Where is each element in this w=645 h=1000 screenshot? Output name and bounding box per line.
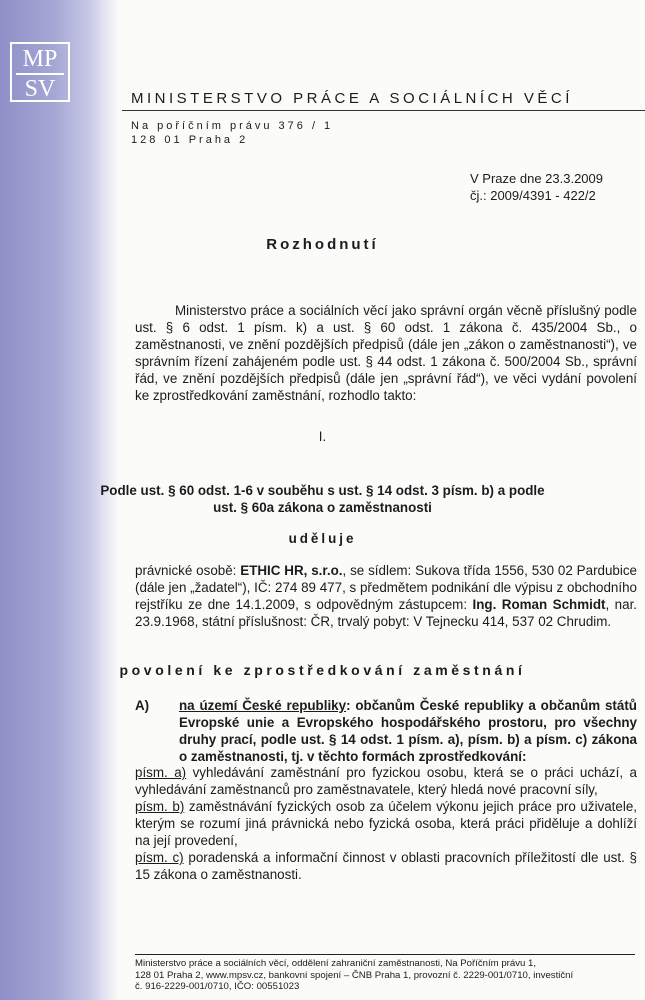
- footer-line2: 128 01 Praha 2, www.mpsv.cz, bankovní spojení – ČNB Praha 1, provozní č. 2229-001/0710, investiční: [135, 969, 574, 981]
- list-item: [135, 764, 637, 798]
- section-a-territory: na území České republiky: [179, 698, 347, 713]
- footer-rule: [135, 954, 635, 955]
- footer-line3: č. 916-2229-001/0710, IČO: 00551023: [135, 981, 300, 992]
- ministry-address: [131, 119, 333, 147]
- legal-basis: [0, 482, 645, 516]
- logo-text-top: MP: [22, 46, 58, 72]
- section-a-text: : občanům České republiky a občanům států Evropské unie a Evropského hospodářského prostoru, pro všechny druhy prací, podle ust. § 14 odst. 1 písm. a), písm. b) a písm. c) zákona o zaměstnanosti, tj. v těchto formách zprostředkování:: [179, 698, 637, 764]
- grants-heading: uděluje: [288, 531, 357, 546]
- legal-basis-line2: ust. § 60a zákona o zaměstnanosti: [213, 500, 432, 515]
- intro-first: Ministerstvo práce a sociálních věcí jako správní orgán věcně příslušný: [175, 303, 601, 318]
- item-text: zaměstnávání fyzických osob za účelem výkonu jejich práce pro uživatele, kterým se rozumí jiná právnická nebo fyzická osoba, která práci přiděluje a dohlíží na její provedení,: [135, 799, 637, 848]
- entity-company: ETHIC HR, s.r.o.: [240, 563, 343, 578]
- item-label: písm. b): [135, 799, 185, 814]
- address-city: 128 01 Praha 2: [131, 134, 249, 146]
- section-a: [135, 697, 637, 765]
- footer: [135, 958, 635, 993]
- address-street: Na poříčním právu 376 / 1: [131, 120, 334, 132]
- list-item: [135, 849, 637, 883]
- reference-number: čj.: 2009/4391 - 422/2: [470, 188, 596, 203]
- entity-mid: , se sídlem: Sukova třída 1556, 530 02 Pardubice (dále jen „žadatel“), IČ: 274 89 477, s předmětem podnikání dle výpisu z obchodního rejstříku ze dne 14.1.2009, s odpovědným zástupcem:: [135, 563, 637, 612]
- entity-paragraph: [135, 562, 637, 630]
- place-date: V Praze dne 23.3.2009: [470, 171, 603, 186]
- intro-rest: podle ust. § 6 odst. 1 písm. k) a ust. § 60 odst. 1 zákona č. 435/2004 Sb., o zaměstnanosti, ve znění pozdějších předpisů (dále jen „zákon o zaměstnanosti“), ve správním řízení zahájeném podle ust. § 44 odst. 1 zákona č. 500/2004 Sb., správní řád, ve znění pozdějších předpisů (dále jen „správní řád“), ve věci vydání povolení ke zprostředkování zaměstnání, rozhodlo takto:: [135, 303, 637, 403]
- ministry-name: MINISTERSTVO PRÁCE A SOCIÁLNÍCH VĚCÍ: [131, 90, 573, 107]
- document-title: Rozhodnutí: [266, 236, 379, 253]
- mpsv-logo: [10, 42, 70, 102]
- item-label: písm. a): [135, 765, 187, 780]
- item-label: písm. c): [135, 850, 184, 865]
- section-a-label: A): [135, 698, 150, 713]
- mediation-forms-list: [135, 764, 637, 883]
- section-a-body: [179, 697, 637, 765]
- footer-line1: Ministerstvo práce a sociálních věcí, oddělení zahraniční zaměstnanosti, Na Poříčním právu 1,: [135, 958, 536, 969]
- item-text: vyhledávání zaměstnání pro fyzickou osobu, která se o práci uchází, a vyhledávání zaměstnanců pro zaměstnavatele, který hledá nové pracovní síly,: [135, 765, 637, 797]
- intro-paragraph: [135, 302, 637, 404]
- permit-title: povolení ke zprostředkování zaměstnání: [119, 662, 526, 678]
- header-rule: [122, 110, 645, 111]
- entity-suffix: , nar. 23.9.1968, státní příslušnost: ČR, trvalý pobyt: V Tejnecku 414, 537 02 Chrudim.: [135, 597, 638, 629]
- logo-text-bottom: SV: [24, 76, 56, 102]
- legal-basis-line1: Podle ust. § 60 odst. 1-6 v souběhu s ust. § 14 odst. 3 písm. b) a podle: [100, 483, 545, 498]
- entity-prefix: právnické osobě:: [135, 563, 241, 578]
- list-item: [135, 798, 637, 849]
- entity-person: Ing. Roman Schmidt: [472, 597, 606, 612]
- item-text: poradenská a informační činnost v oblasti pracovních příležitostí dle ust. § 15 zákona o zaměstnanosti.: [135, 850, 637, 882]
- document-meta: [470, 170, 603, 204]
- logo-divider: [16, 73, 64, 75]
- section-roman-numeral: I.: [318, 429, 327, 444]
